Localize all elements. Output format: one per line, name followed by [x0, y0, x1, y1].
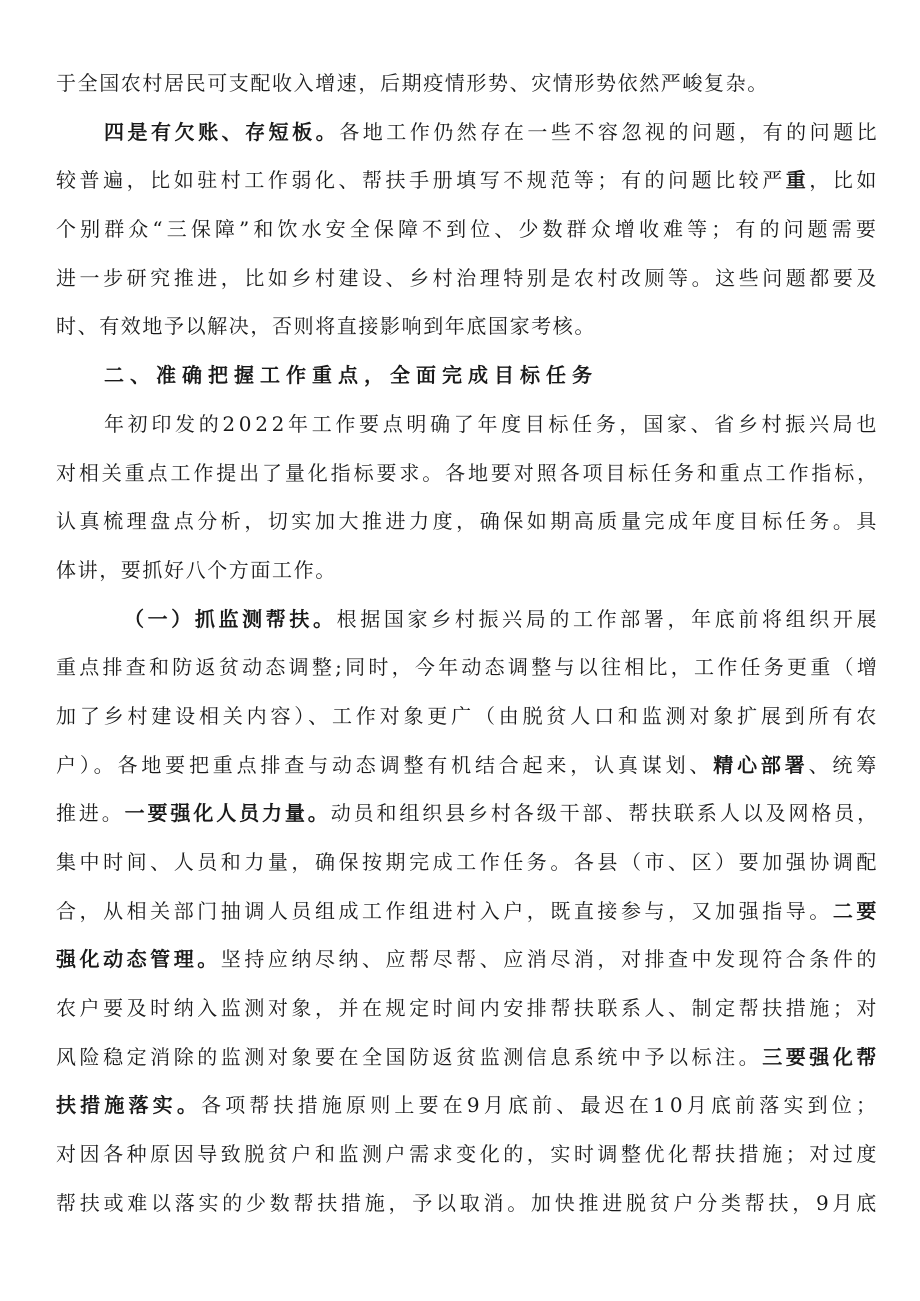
text-segment: 较普遍，比如驻村工作弱化、帮扶手册填写不规范等；有的问题比较严 — [56, 168, 786, 193]
bold-text-segment: （一）抓监测帮扶。 — [124, 606, 337, 631]
text-segment: 帮扶或难以落实的少数帮扶措施，予以取消。加快推进脱贫户分类帮扶，9月底 — [56, 1190, 880, 1215]
text-segment: 进一步研究推进，比如乡村建设、乡村治理特别是农村改厕等。这些问题都要及 — [56, 265, 880, 290]
text-line — [56, 595, 880, 644]
bold-text-segment: 一要强化人员力量。 — [124, 801, 331, 826]
text-line — [56, 643, 880, 692]
text-segment: 户）。各地要把重点排查与动态调整有机结合起来，认真谋划、 — [56, 752, 714, 777]
text-line — [56, 1179, 880, 1228]
text-segment: 认真梳理盘点分析，切实加大推进力度，确保如期高质量完成年度目标任务。具 — [56, 509, 880, 534]
bold-text-segment: 二、准确把握工作重点，全面完成目标任务 — [104, 363, 598, 388]
text-line — [56, 692, 880, 741]
text-segment: 体讲，要抓好八个方面工作。 — [56, 557, 337, 582]
text-segment: ，比如 — [809, 168, 880, 193]
text-line — [56, 497, 880, 546]
bold-text-segment: 精心部署 — [713, 752, 809, 777]
text-segment: 根据国家乡村振兴局的工作部署，年底前将组织开展 — [336, 606, 881, 631]
text-line — [56, 205, 880, 254]
text-segment: 时、有效地予以解决，否则将直接影响到年底国家考核。 — [56, 314, 596, 339]
text-segment: 风险稳定消除的监测对象要在全国防返贫监测信息系统中予以标注。 — [56, 1044, 763, 1069]
bold-text-segment: 三要强化帮 — [762, 1044, 880, 1069]
text-segment: 农户要及时纳入监测对象，并在规定时间内安排帮扶联系人、制定帮扶措施；对 — [56, 996, 880, 1021]
text-line — [56, 1033, 880, 1082]
bold-text-segment: 重 — [785, 168, 810, 193]
text-line — [56, 449, 880, 498]
text-line — [56, 741, 880, 790]
text-line — [56, 789, 880, 838]
text-line — [56, 108, 880, 157]
text-segment: 推进。 — [56, 801, 125, 826]
text-segment: 各项帮扶措施原则上要在9月底前、最迟在10月底前落实到位； — [201, 1093, 881, 1118]
text-line — [56, 302, 880, 351]
text-segment: 重点排查和防返贫动态调整;同时，今年动态调整与以往相比，工作任务更重（增 — [56, 655, 881, 680]
text-segment: 加了乡村建设相关内容）、工作对象更广（由脱贫人口和监测对象扩展到所有农 — [56, 703, 881, 728]
bold-text-segment: 扶措施落实。 — [56, 1093, 202, 1118]
text-segment: 个别群众“三保障”和饮水安全保障不到位、少数群众增收难等；有的问题需要 — [56, 217, 880, 242]
text-line — [56, 546, 880, 595]
text-line — [56, 254, 880, 303]
text-line — [56, 156, 880, 205]
text-line — [56, 1081, 880, 1130]
text-line — [56, 935, 880, 984]
text-line — [56, 351, 880, 400]
text-line — [56, 887, 880, 936]
text-line — [56, 1130, 880, 1179]
text-line — [56, 984, 880, 1033]
document-body — [56, 59, 880, 1228]
text-segment: 动员和组织县乡村各级干部、帮扶联系人以及网格员， — [330, 801, 881, 826]
text-line — [56, 400, 880, 449]
bold-text-segment: 四是有欠账、存短板。 — [104, 119, 340, 144]
text-segment: 各地工作仍然存在一些不容忽视的问题，有的问题比 — [339, 119, 881, 144]
text-segment: 坚持应纳尽纳、应帮尽帮、应消尽消，对排查中发现符合条件的 — [220, 947, 880, 972]
text-line — [56, 59, 880, 108]
text-segment: 、统筹 — [808, 752, 881, 777]
bold-text-segment: 强化动态管理。 — [56, 947, 221, 972]
text-segment: 年初印发的2022年工作要点明确了年度目标任务，国家、省乡村振兴局也 — [104, 411, 881, 436]
text-segment: 集中时间、人员和力量，确保按期完成工作任务。各县（市、区）要加强协调配 — [56, 850, 880, 874]
text-segment: 于全国农村居民可支配收入增速，后期疫情形势、灾情形势依然严峻复杂。 — [56, 71, 769, 95]
bold-text-segment: 二要 — [832, 898, 880, 923]
text-segment: 对因各种原因导致脱贫户和监测户需求变化的，实时调整优化帮扶措施；对过度 — [56, 1142, 880, 1167]
text-segment: 合，从相关部门抽调人员组成工作组进村入户，既直接参与，又加强指导。 — [56, 898, 833, 923]
text-line — [56, 838, 880, 887]
text-segment: 对相关重点工作提出了量化指标要求。各地要对照各项目标任务和重点工作指标， — [56, 460, 881, 485]
